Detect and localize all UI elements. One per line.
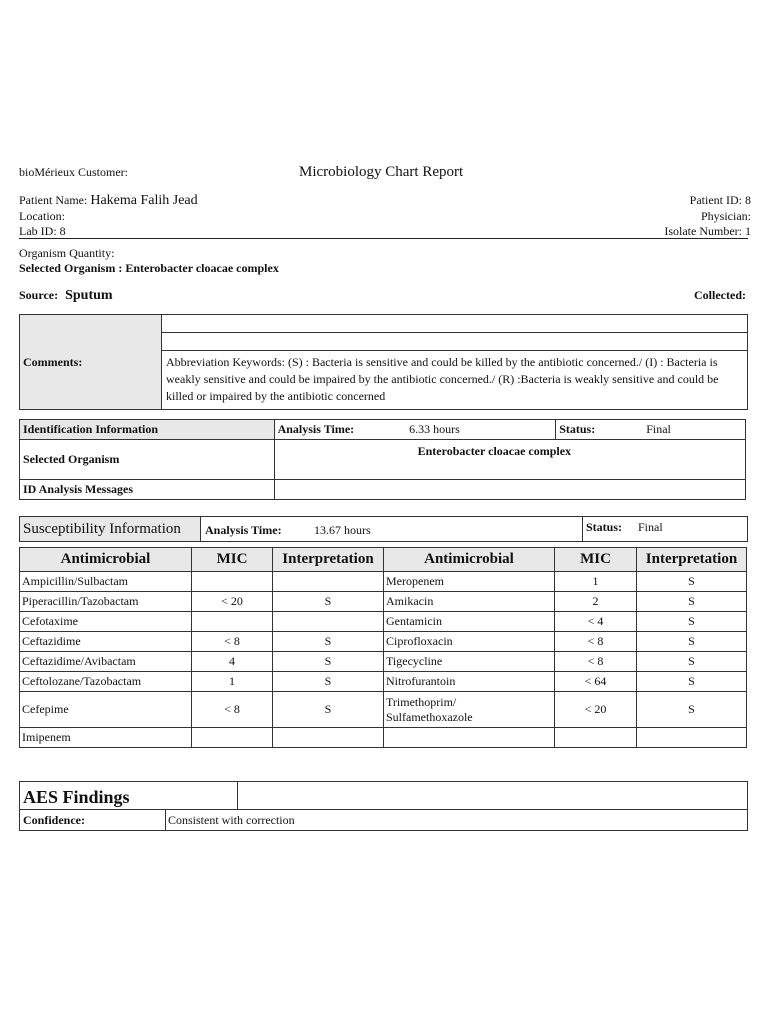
interpretation-cell: S (273, 692, 384, 728)
antimicrobial-cell: Piperacillin/Tazobactam (20, 592, 192, 612)
mic-cell: < 20 (192, 592, 273, 612)
interpretation-cell (273, 572, 384, 592)
comments-blank-row (162, 333, 747, 351)
susceptibility-row (20, 728, 747, 748)
interpretation-cell: S (637, 572, 747, 592)
ident-messages-row (20, 480, 746, 500)
identification-header-row (20, 420, 746, 440)
patient-id: Patient ID: 8 (689, 193, 751, 207)
ident-organism-cell (274, 440, 745, 480)
interpretation-cell: S (637, 612, 747, 632)
antimicrobial-cell: Amikacin (384, 592, 555, 612)
susceptibility-row (20, 672, 747, 692)
aes-findings-box (19, 781, 748, 831)
ident-status-label: Status: (559, 422, 596, 436)
ident-analysis-time-label: Analysis Time: (277, 422, 355, 436)
interpretation-cell (637, 728, 747, 748)
susceptibility-title: Susceptibility Information (23, 521, 181, 537)
comments-box (19, 314, 748, 410)
comments-text: Abbreviation Keywords: (S) : Bacteria is sensitive and could be killed by the antibiotic concerned./ (I) : Bacteria is weakly sensitive and could be impaired by the antibiotic concerned./ (R) :Bacteria is weakly sensitive and could be killed or impaired by the antibiotic concerned (166, 355, 719, 403)
interpretation-cell: S (637, 592, 747, 612)
susceptibility-row (20, 612, 747, 632)
location-label: Location: (19, 209, 65, 223)
interpretation-cell: S (637, 652, 747, 672)
mic-cell: < 8 (192, 632, 273, 652)
aes-title-divider (237, 809, 747, 810)
susc-status-label: Status: (586, 520, 623, 534)
patient-name-label: Patient Name: (19, 193, 88, 207)
antimicrobial-cell: Cefotaxime (20, 612, 192, 632)
interpretation-cell: S (273, 592, 384, 612)
mic-cell: 4 (192, 652, 273, 672)
isolate-number: Isolate Number: 1 (664, 224, 751, 238)
source-value: Sputum (65, 288, 113, 303)
selected-organism-line: Selected Organism : Enterobacter cloacae complex (19, 261, 279, 275)
antimicrobial-cell (384, 728, 555, 748)
patient-name-value: Hakema Falih Jead (90, 193, 198, 208)
physician-label: Physician: (701, 209, 751, 223)
ident-organism-value: Enterobacter cloacae complex (417, 444, 572, 458)
col-mic-left: MIC (192, 548, 273, 572)
susceptibility-header-row (20, 548, 747, 572)
susc-analysis-time-label: Analysis Time: (205, 523, 282, 537)
interpretation-cell: S (637, 672, 747, 692)
antimicrobial-cell: Trimethoprim/ Sulfamethoxazole (384, 692, 555, 728)
collected-label: Collected: (694, 288, 746, 302)
antimicrobial-cell: Tigecycline (384, 652, 555, 672)
header-divider (19, 238, 748, 239)
col-interpretation-left: Interpretation (273, 548, 384, 572)
comments-blank-row (162, 315, 747, 333)
customer-label: bioMérieux Customer: (19, 165, 128, 179)
ident-analysis-time-value: 6.33 hours (409, 422, 460, 436)
source-label: Source: (19, 288, 59, 302)
identification-title: Identification Information (20, 420, 275, 440)
mic-cell: < 8 (555, 652, 637, 672)
susceptibility-row (20, 692, 747, 728)
susceptibility-row (20, 652, 747, 672)
susc-analysis-time-value: 13.67 hours (314, 523, 371, 537)
ident-messages-label: ID Analysis Messages (20, 480, 275, 500)
col-antimicrobial-left: Antimicrobial (20, 548, 192, 572)
interpretation-cell: S (637, 692, 747, 728)
col-mic-right: MIC (555, 548, 637, 572)
mic-cell: 2 (555, 592, 637, 612)
susceptibility-row (20, 592, 747, 612)
mic-cell: 1 (555, 572, 637, 592)
report-title: Microbiology Chart Report (299, 164, 464, 180)
mic-cell (192, 728, 273, 748)
susceptibility-row (20, 632, 747, 652)
interpretation-cell: S (637, 632, 747, 652)
interpretation-cell: S (273, 632, 384, 652)
ident-organism-row (20, 440, 746, 480)
antimicrobial-cell: Ceftazidime/Avibactam (20, 652, 192, 672)
mic-cell (192, 612, 273, 632)
susceptibility-row (20, 572, 747, 592)
susceptibility-body (20, 572, 747, 748)
source-row (19, 288, 113, 304)
antimicrobial-cell: Nitrofurantoin (384, 672, 555, 692)
mic-cell: < 4 (555, 612, 637, 632)
ident-status-value: Final (646, 422, 671, 436)
patient-name-row (19, 193, 198, 209)
antimicrobial-cell: Ceftazidime (20, 632, 192, 652)
susc-status-value: Final (638, 520, 663, 534)
antimicrobial-cell: Imipenem (20, 728, 192, 748)
comments-label: Comments: (23, 355, 83, 369)
mic-cell: < 8 (555, 632, 637, 652)
susceptibility-title-cell (20, 517, 201, 541)
identification-table (19, 419, 746, 500)
ident-organism-label: Selected Organism (20, 440, 275, 480)
mic-cell (192, 572, 273, 592)
mic-cell: 1 (192, 672, 273, 692)
comments-label-cell (20, 315, 162, 409)
aes-confidence-value: Consistent with correction (168, 813, 295, 827)
susceptibility-table (19, 547, 747, 748)
interpretation-cell: S (273, 672, 384, 692)
aes-title: AES Findings (23, 787, 130, 807)
mic-cell: < 64 (555, 672, 637, 692)
antimicrobial-cell: Meropenem (384, 572, 555, 592)
aes-confidence-label: Confidence: (23, 813, 85, 827)
aes-title-cell (20, 782, 238, 810)
col-interpretation-right: Interpretation (637, 548, 747, 572)
susceptibility-header (19, 516, 748, 542)
ident-messages-value (274, 480, 745, 500)
mic-cell: < 20 (555, 692, 637, 728)
ident-status-cell (556, 420, 746, 440)
interpretation-cell (273, 612, 384, 632)
aes-confidence-label-cell (20, 810, 166, 830)
lab-id: Lab ID: 8 (19, 224, 66, 238)
interpretation-cell (273, 728, 384, 748)
antimicrobial-cell: Gentamicin (384, 612, 555, 632)
mic-cell: < 8 (192, 692, 273, 728)
interpretation-cell: S (273, 652, 384, 672)
susc-status-divider (582, 517, 583, 541)
col-antimicrobial-right: Antimicrobial (384, 548, 555, 572)
antimicrobial-cell: Ceftolozane/Tazobactam (20, 672, 192, 692)
antimicrobial-cell: Ciprofloxacin (384, 632, 555, 652)
mic-cell (555, 728, 637, 748)
antimicrobial-cell: Ampicillin/Sulbactam (20, 572, 192, 592)
organism-quantity-label: Organism Quantity: (19, 246, 115, 260)
ident-analysis-time-cell (274, 420, 556, 440)
antimicrobial-cell: Cefepime (20, 692, 192, 728)
